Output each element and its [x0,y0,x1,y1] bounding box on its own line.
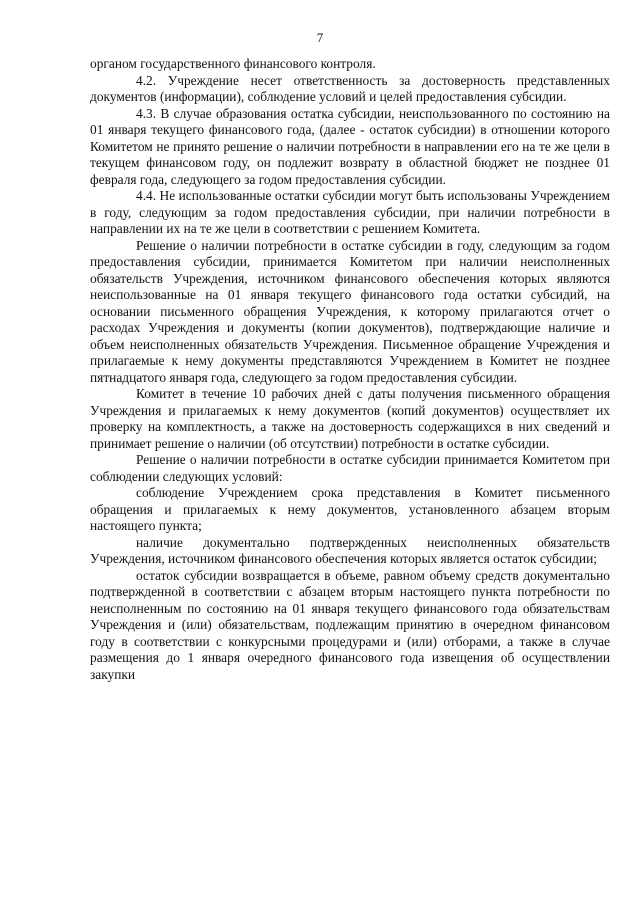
paragraph-condition-obligations: наличие документально подтвержденных неисполненных обязательств Учреждения, источником финансового обеспечения которых является остаток субсидии; [90,534,610,566]
document-body [90,56,610,683]
paragraph-continuation: органом государственного финансового контроля. [90,56,376,71]
paragraph-clause-4-4: 4.4. Не использованные остатки субсидии могут быть использованы Учреждением в году, следующим за годом предоставления субсидии, при наличии потребности в направлении их на те же цели в соответствии с решением Комитета. [90,188,610,236]
paragraph-clause-4-2: 4.2. Учреждение несет ответственность за достоверность представленных документов (информации), соблюдение условий и целей предоставления субсидии. [90,72,610,104]
paragraph-condition-return-volume: остаток субсидии возвращается в объеме, равном объему средств документально подтвержденной в соответствии с абзацем вторым настоящего пункта потребности по неисполненным по состоянию на 01 января текущего финансового года обязательствам Учреждения и (или) обязательствам, подлежащим принятию в очередном финансовом году в соответствии с конкурсными процедурами и (или) отборами, а также в случае размещения до 1 января очередного финансового года извещения об осуществлении закупки [90,567,610,682]
paragraph-decision-procedure: Решение о наличии потребности в остатке субсидии в году, следующим за годом предоставления субсидии, принимается Комитетом при наличии неисполненных обязательств Учреждения, источником финансового обеспечения которых являются неиспользованные на 01 января текущего финансового года остатки субсидий, на основании письменного обращения Учреждения, к которому прилагаются отчет о расходах Учреждения и документы (копии документов), подтверждающие наличие и объем неисполненных обязательств Учреждения. Письменное обращение Учреждения и прилагаемые к нему документы представляются Учреждением в Комитет не позднее пятнадцатого января года, следующего за годом предоставления субсидии. [90,237,610,385]
page-number: 7 [316,30,324,45]
paragraph-clause-4-3: 4.3. В случае образования остатка субсидии, неиспользованного по состоянию на 01 января текущего финансового года, (далее - остаток субсидии) в отношении которого Комитетом не принято решение о наличии потребности в направлении его на те же цели в текущем финансовом году, он подлежит возврату в областной бюджет не позднее 01 февраля года, следующего за годом предоставления субсидии. [90,105,610,187]
paragraph-conditions-intro: Решение о наличии потребности в остатке субсидии принимается Комитетом при соблюдении следующих условий: [90,452,610,484]
paragraph-condition-deadline: соблюдение Учреждением срока представления в Комитет письменного обращения и прилагаемых к нему документов, установленного абзацем вторым настоящего пункта; [90,485,610,533]
paragraph-committee-review: Комитет в течение 10 рабочих дней с даты получения письменного обращения Учреждения и прилагаемых к нему документов (копий документов) осуществляет их проверку на комплектность, а также на достоверность содержащихся в них сведений и принимает решение о наличии (об отсутствии) потребности в остатке субсидии. [90,386,610,451]
